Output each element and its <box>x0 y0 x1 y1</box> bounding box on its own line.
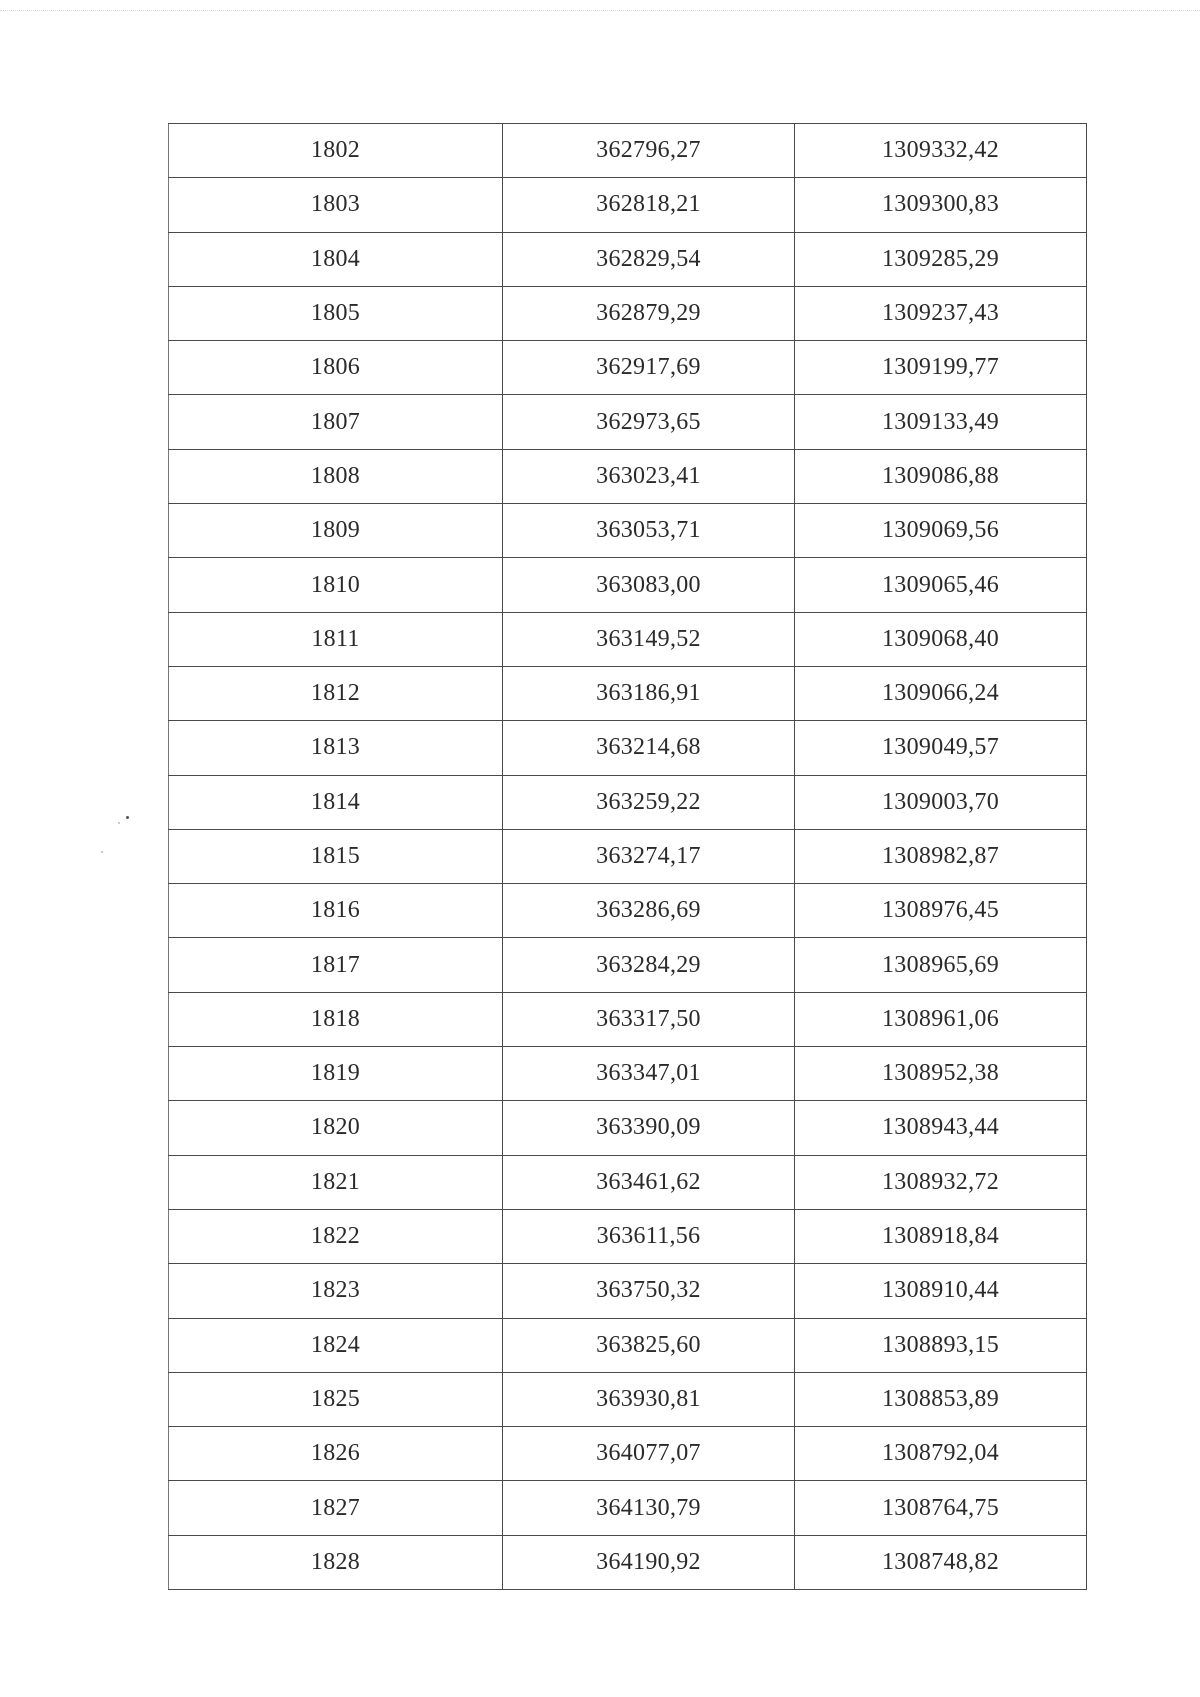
x-coordinate-cell: 363274,17 <box>503 829 795 883</box>
table-body <box>169 124 1087 1590</box>
y-coordinate-cell: 1309049,57 <box>795 721 1087 775</box>
point-number-cell: 1817 <box>169 938 503 992</box>
table-row <box>169 395 1087 449</box>
x-coordinate-cell: 362973,65 <box>503 395 795 449</box>
y-coordinate-cell: 1308792,04 <box>795 1427 1087 1481</box>
x-coordinate-cell: 363461,62 <box>503 1155 795 1209</box>
table-row <box>169 1372 1087 1426</box>
point-number-cell: 1805 <box>169 286 503 340</box>
y-coordinate-cell: 1309133,49 <box>795 395 1087 449</box>
point-number-cell: 1823 <box>169 1264 503 1318</box>
point-number-cell: 1814 <box>169 775 503 829</box>
table-row <box>169 1047 1087 1101</box>
table-row <box>169 1209 1087 1263</box>
table-row <box>169 829 1087 883</box>
scan-speck <box>118 822 120 824</box>
y-coordinate-cell: 1309285,29 <box>795 232 1087 286</box>
y-coordinate-cell: 1309066,24 <box>795 666 1087 720</box>
point-number-cell: 1808 <box>169 449 503 503</box>
point-number-cell: 1822 <box>169 1209 503 1263</box>
y-coordinate-cell: 1308965,69 <box>795 938 1087 992</box>
x-coordinate-cell: 363214,68 <box>503 721 795 775</box>
table-row <box>169 1318 1087 1372</box>
x-coordinate-cell: 363053,71 <box>503 504 795 558</box>
x-coordinate-cell: 363186,91 <box>503 666 795 720</box>
y-coordinate-cell: 1309237,43 <box>795 286 1087 340</box>
table-row <box>169 1155 1087 1209</box>
y-coordinate-cell: 1308982,87 <box>795 829 1087 883</box>
table-row <box>169 612 1087 666</box>
table-row <box>169 1427 1087 1481</box>
x-coordinate-cell: 362829,54 <box>503 232 795 286</box>
point-number-cell: 1816 <box>169 884 503 938</box>
y-coordinate-cell: 1309086,88 <box>795 449 1087 503</box>
x-coordinate-cell: 362818,21 <box>503 178 795 232</box>
y-coordinate-cell: 1308918,84 <box>795 1209 1087 1263</box>
y-coordinate-cell: 1308748,82 <box>795 1535 1087 1589</box>
y-coordinate-cell: 1308943,44 <box>795 1101 1087 1155</box>
table-row <box>169 1535 1087 1589</box>
x-coordinate-cell: 363023,41 <box>503 449 795 503</box>
point-number-cell: 1803 <box>169 178 503 232</box>
point-number-cell: 1825 <box>169 1372 503 1426</box>
scan-speck <box>126 816 129 819</box>
point-number-cell: 1819 <box>169 1047 503 1101</box>
x-coordinate-cell: 363259,22 <box>503 775 795 829</box>
table-row <box>169 1481 1087 1535</box>
y-coordinate-cell: 1308764,75 <box>795 1481 1087 1535</box>
x-coordinate-cell: 362917,69 <box>503 341 795 395</box>
point-number-cell: 1812 <box>169 666 503 720</box>
y-coordinate-cell: 1309332,42 <box>795 124 1087 178</box>
table-row <box>169 286 1087 340</box>
table-row <box>169 884 1087 938</box>
table-row <box>169 558 1087 612</box>
y-coordinate-cell: 1308952,38 <box>795 1047 1087 1101</box>
x-coordinate-cell: 364077,07 <box>503 1427 795 1481</box>
x-coordinate-cell: 363611,56 <box>503 1209 795 1263</box>
point-number-cell: 1802 <box>169 124 503 178</box>
point-number-cell: 1810 <box>169 558 503 612</box>
point-number-cell: 1807 <box>169 395 503 449</box>
y-coordinate-cell: 1309300,83 <box>795 178 1087 232</box>
x-coordinate-cell: 363083,00 <box>503 558 795 612</box>
table-row <box>169 721 1087 775</box>
x-coordinate-cell: 363390,09 <box>503 1101 795 1155</box>
table-row <box>169 666 1087 720</box>
x-coordinate-cell: 363750,32 <box>503 1264 795 1318</box>
table-row <box>169 504 1087 558</box>
x-coordinate-cell: 364190,92 <box>503 1535 795 1589</box>
table-row <box>169 124 1087 178</box>
y-coordinate-cell: 1308893,15 <box>795 1318 1087 1372</box>
point-number-cell: 1824 <box>169 1318 503 1372</box>
x-coordinate-cell: 363284,29 <box>503 938 795 992</box>
table-row <box>169 232 1087 286</box>
point-number-cell: 1815 <box>169 829 503 883</box>
point-number-cell: 1809 <box>169 504 503 558</box>
table-row <box>169 938 1087 992</box>
coordinates-table <box>168 123 1087 1590</box>
x-coordinate-cell: 363286,69 <box>503 884 795 938</box>
x-coordinate-cell: 363149,52 <box>503 612 795 666</box>
x-coordinate-cell: 362796,27 <box>503 124 795 178</box>
x-coordinate-cell: 363347,01 <box>503 1047 795 1101</box>
x-coordinate-cell: 364130,79 <box>503 1481 795 1535</box>
table-row <box>169 775 1087 829</box>
x-coordinate-cell: 363825,60 <box>503 1318 795 1372</box>
y-coordinate-cell: 1308910,44 <box>795 1264 1087 1318</box>
point-number-cell: 1804 <box>169 232 503 286</box>
point-number-cell: 1811 <box>169 612 503 666</box>
table-row <box>169 992 1087 1046</box>
table-row <box>169 1101 1087 1155</box>
x-coordinate-cell: 363930,81 <box>503 1372 795 1426</box>
point-number-cell: 1820 <box>169 1101 503 1155</box>
point-number-cell: 1821 <box>169 1155 503 1209</box>
y-coordinate-cell: 1309068,40 <box>795 612 1087 666</box>
point-number-cell: 1827 <box>169 1481 503 1535</box>
y-coordinate-cell: 1308932,72 <box>795 1155 1087 1209</box>
y-coordinate-cell: 1309003,70 <box>795 775 1087 829</box>
x-coordinate-cell: 362879,29 <box>503 286 795 340</box>
y-coordinate-cell: 1308976,45 <box>795 884 1087 938</box>
table-row <box>169 449 1087 503</box>
table-row <box>169 178 1087 232</box>
table-row <box>169 341 1087 395</box>
table-row <box>169 1264 1087 1318</box>
point-number-cell: 1826 <box>169 1427 503 1481</box>
point-number-cell: 1806 <box>169 341 503 395</box>
y-coordinate-cell: 1309065,46 <box>795 558 1087 612</box>
y-coordinate-cell: 1309199,77 <box>795 341 1087 395</box>
point-number-cell: 1813 <box>169 721 503 775</box>
y-coordinate-cell: 1308853,89 <box>795 1372 1087 1426</box>
scan-speck <box>101 851 103 853</box>
x-coordinate-cell: 363317,50 <box>503 992 795 1046</box>
point-number-cell: 1818 <box>169 992 503 1046</box>
y-coordinate-cell: 1309069,56 <box>795 504 1087 558</box>
point-number-cell: 1828 <box>169 1535 503 1589</box>
scan-edge-line <box>0 10 1200 11</box>
y-coordinate-cell: 1308961,06 <box>795 992 1087 1046</box>
